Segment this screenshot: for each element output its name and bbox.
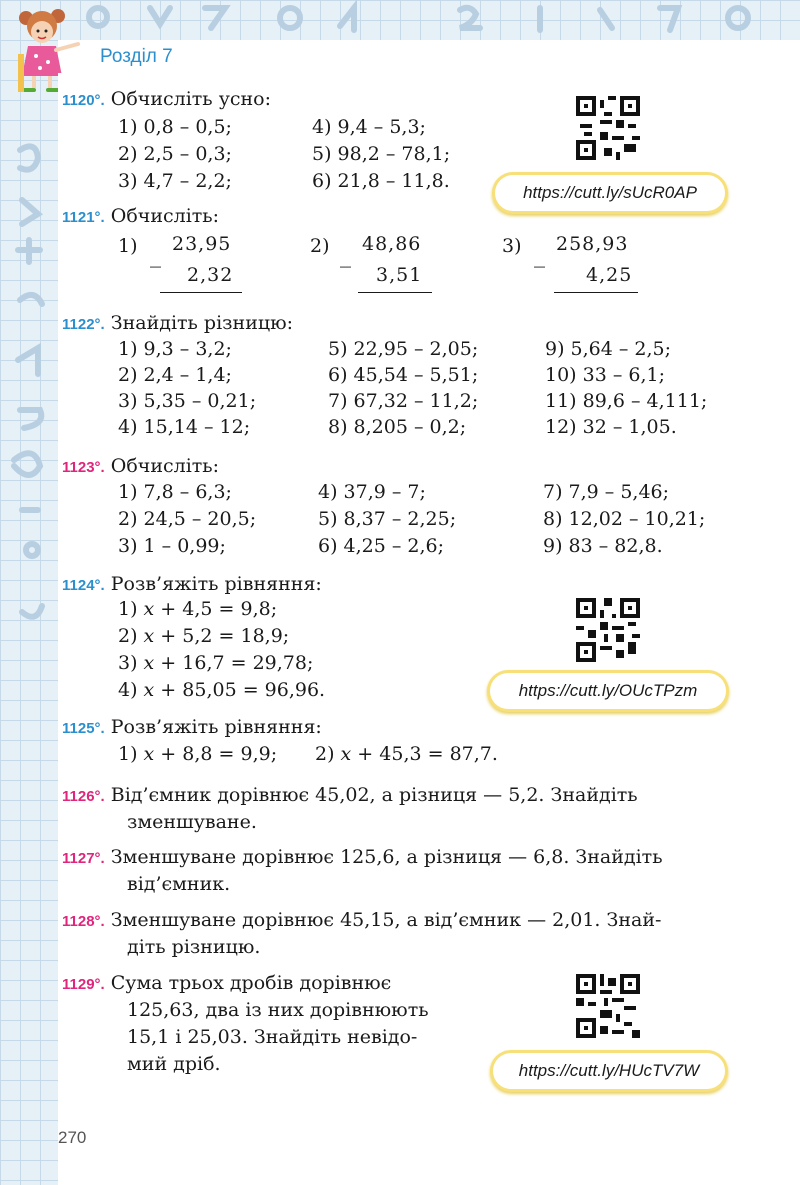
- column-label: 3): [502, 235, 522, 257]
- minus-sign: _: [150, 243, 161, 268]
- exercise-number: 1125: [62, 720, 95, 737]
- exercise-degree: °.: [94, 459, 105, 476]
- exercise-item: 7) 67,32 – 11,2;: [328, 390, 479, 412]
- variable-x: x: [143, 679, 155, 701]
- link-1124[interactable]: https://cutt.ly/OUcTPzm: [490, 673, 726, 709]
- pencil-icon: [18, 54, 24, 92]
- exercise-1129-line1: [62, 972, 391, 994]
- exercise-number: 1121: [62, 209, 95, 226]
- girl-face: [31, 21, 53, 43]
- section-title: Розділ 7: [100, 46, 173, 67]
- underline: [554, 292, 638, 293]
- underline: [160, 292, 242, 293]
- equation: 2) x + 5,2 = 18,9;: [118, 625, 290, 647]
- exercise-text: діть різницю.: [127, 936, 261, 958]
- exercise-text: Сума трьох дробів дорівнює: [110, 972, 392, 994]
- equation: 1) x + 8,8 = 9,9;: [118, 743, 278, 765]
- minuend: 258,93: [556, 233, 629, 255]
- equation: 1) x + 4,5 = 9,8;: [118, 598, 278, 620]
- exercise-degree: °.: [94, 720, 105, 737]
- exercise-title: Обчисліть:: [110, 455, 220, 477]
- variable-x: x: [143, 652, 155, 674]
- exercise-degree: °.: [94, 92, 105, 109]
- exercise-1127-line1: [62, 846, 663, 868]
- exercise-degree: °.: [94, 788, 105, 805]
- subtrahend: 4,25: [586, 264, 633, 286]
- exercise-text: 125,63, два із них дорівнюють: [127, 999, 429, 1021]
- qr-code-icon: [576, 598, 640, 662]
- exercise-text: Зменшуване дорівнює 45,15, а від’ємник — 2,01. Знай-: [110, 909, 662, 931]
- exercise-title: Обчисліть:: [110, 205, 220, 227]
- exercise-text: Від’ємник дорівнює 45,02, а різниця — 5,2. Знайдіть: [110, 784, 638, 806]
- exercise-number: 1123: [62, 459, 95, 476]
- exercise-item: 3) 4,7 – 2,2;: [118, 170, 232, 192]
- exercise-item: 12) 32 – 1,05.: [545, 416, 677, 438]
- minus-sign: _: [534, 243, 545, 268]
- exercise-item: 1) 7,8 – 6,3;: [118, 481, 232, 503]
- exercise-degree: °.: [94, 976, 105, 993]
- exercise-item: 5) 98,2 – 78,1;: [312, 143, 451, 165]
- exercise-number: 1126: [62, 788, 95, 805]
- exercise-item: 5) 8,37 – 2,25;: [318, 508, 457, 530]
- exercise-degree: °.: [94, 913, 105, 930]
- exercise-1124-header: [62, 573, 322, 595]
- exercise-title: Обчисліть усно:: [110, 88, 272, 110]
- exercise-number: 1128: [62, 913, 95, 930]
- exercise-text: зменшуване.: [127, 811, 257, 833]
- variable-x: x: [340, 743, 352, 765]
- exercise-item: 5) 22,95 – 2,05;: [328, 338, 479, 360]
- variable-x: x: [143, 598, 155, 620]
- exercise-text: Зменшуване дорівнює 125,6, а різниця — 6,8. Знайдіть: [110, 846, 663, 868]
- exercise-item: 1) 9,3 – 3,2;: [118, 338, 232, 360]
- exercise-text: 15,1 і 25,03. Знайдіть невідо-: [127, 1026, 418, 1048]
- exercise-1126-line1: [62, 784, 638, 806]
- exercise-item: 4) 37,9 – 7;: [318, 481, 426, 503]
- exercise-title: Розв’яжіть рівняння:: [110, 716, 322, 738]
- link-1120[interactable]: https://cutt.ly/sUcR0AP: [495, 175, 725, 211]
- exercise-item: 10) 33 – 6,1;: [545, 364, 666, 386]
- qr-code-icon: [576, 974, 640, 1038]
- exercise-item: 11) 89,6 – 4,111;: [545, 390, 708, 412]
- exercise-degree: °.: [94, 577, 105, 594]
- underline: [358, 292, 432, 293]
- exercise-text: мий дріб.: [127, 1053, 221, 1075]
- exercise-item: 6) 45,54 – 5,51;: [328, 364, 479, 386]
- exercise-number: 1124: [62, 577, 95, 594]
- column-label: 1): [118, 235, 138, 257]
- exercise-1125-header: [62, 716, 322, 738]
- exercise-1120-header: [62, 88, 271, 110]
- variable-x: x: [143, 743, 155, 765]
- exercise-item: 8) 8,205 – 0,2;: [328, 416, 467, 438]
- exercise-degree: °.: [94, 850, 105, 867]
- exercise-item: 7) 7,9 – 5,46;: [543, 481, 670, 503]
- exercise-item: 1) 0,8 – 0,5;: [118, 116, 232, 138]
- exercise-1128-line1: [62, 909, 661, 931]
- qr-code-icon: [576, 96, 640, 160]
- exercise-item: 6) 4,25 – 2,6;: [318, 535, 445, 557]
- exercise-item: 2) 2,4 – 1,4;: [118, 364, 232, 386]
- minus-sign: _: [340, 243, 351, 268]
- page-number: 270: [58, 1128, 87, 1147]
- link-1129[interactable]: https://cutt.ly/HUcTV7W: [493, 1053, 725, 1089]
- minuend: 23,95: [172, 233, 232, 255]
- exercise-title: Знайдіть різницю:: [110, 312, 294, 334]
- exercise-item: 4) 15,14 – 12;: [118, 416, 251, 438]
- exercise-text: від’ємник.: [127, 873, 231, 895]
- exercise-item: 3) 5,35 – 0,21;: [118, 390, 257, 412]
- exercise-item: 9) 5,64 – 2,5;: [545, 338, 672, 360]
- exercise-item: 9) 83 – 82,8.: [543, 535, 663, 557]
- variable-x: x: [143, 625, 155, 647]
- exercise-1122-header: [62, 312, 293, 334]
- exercise-item: 8) 12,02 – 10,21;: [543, 508, 706, 530]
- exercise-degree: °.: [94, 316, 105, 333]
- exercise-1123-header: [62, 455, 219, 477]
- equation: 4) x + 85,05 = 96,96.: [118, 679, 326, 701]
- equation: 2) x + 45,3 = 87,7.: [315, 743, 498, 765]
- exercise-number: 1129: [62, 976, 95, 993]
- exercise-item: 2) 24,5 – 20,5;: [118, 508, 257, 530]
- equation: 3) x + 16,7 = 29,78;: [118, 652, 314, 674]
- exercise-number: 1127: [62, 850, 95, 867]
- exercise-degree: °.: [94, 209, 105, 226]
- exercise-title: Розв’яжіть рівняння:: [110, 573, 322, 595]
- minuend: 48,86: [362, 233, 422, 255]
- subtrahend: 3,51: [376, 264, 423, 286]
- subtrahend: 2,32: [187, 264, 234, 286]
- exercise-item: 2) 2,5 – 0,3;: [118, 143, 232, 165]
- column-label: 2): [310, 235, 330, 257]
- exercise-item: 6) 21,8 – 11,8.: [312, 170, 450, 192]
- exercise-number: 1120: [62, 92, 95, 109]
- exercise-item: 4) 9,4 – 5,3;: [312, 116, 426, 138]
- exercise-item: 3) 1 – 0,99;: [118, 535, 226, 557]
- exercise-number: 1122: [62, 316, 95, 333]
- exercise-1121-header: [62, 205, 219, 227]
